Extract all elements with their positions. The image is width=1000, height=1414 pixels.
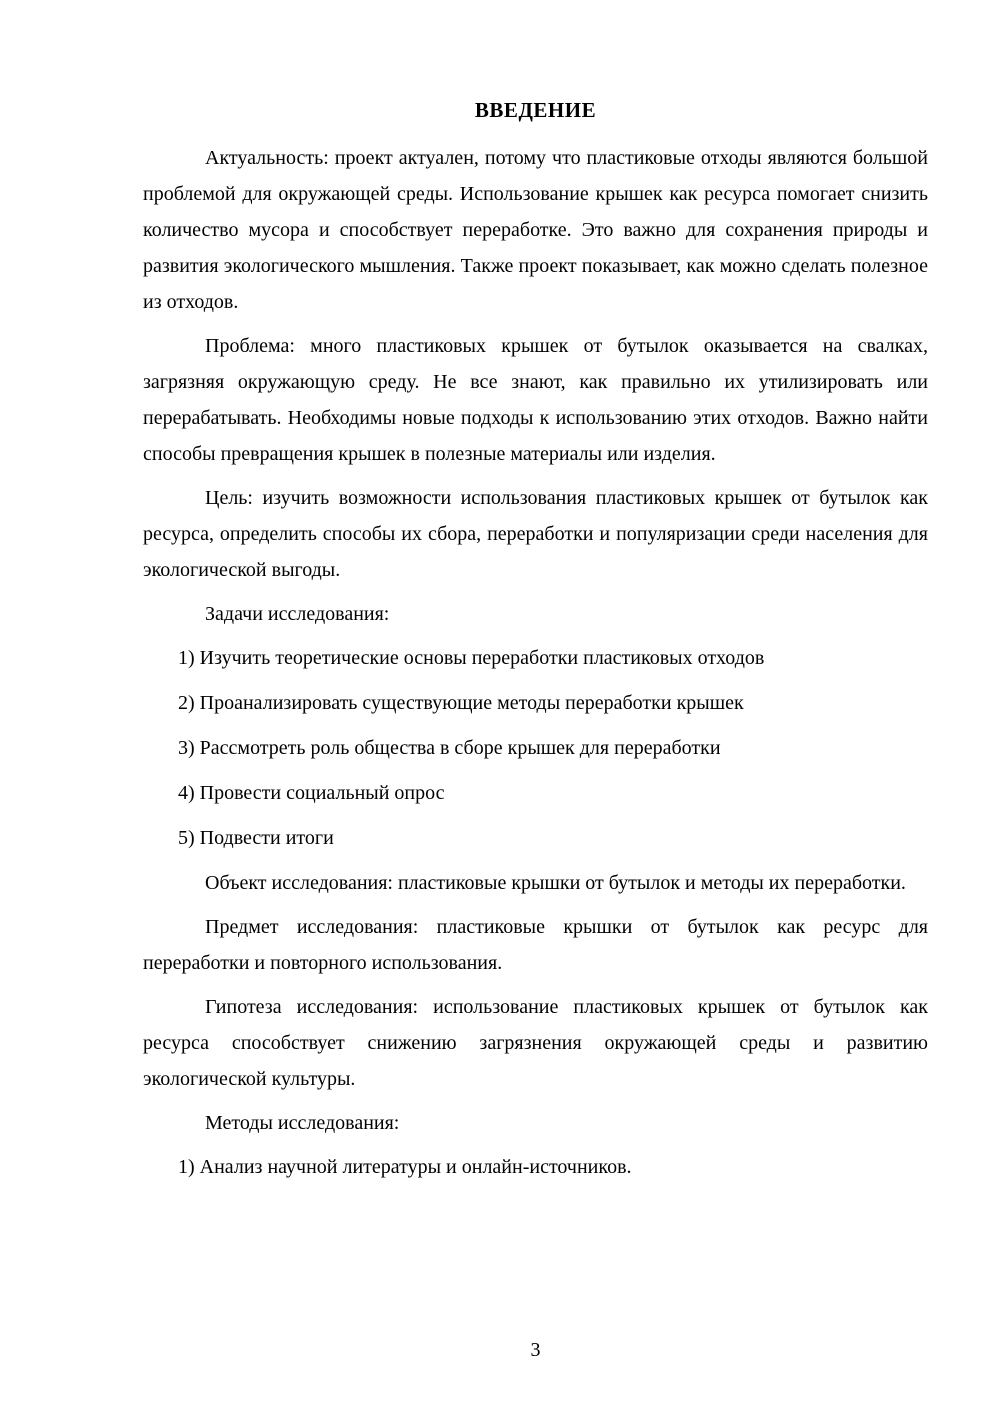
- task-list-item: 4) Провести социальный опрос: [178, 782, 445, 804]
- paragraph-tasks-heading: Задачи исследования:: [205, 603, 390, 625]
- page-number: 3: [530, 1339, 541, 1361]
- paragraph-object: Объект исследования: пластиковые крышки от бутылок и методы их переработки.: [205, 872, 906, 894]
- task-list-item: 5) Подвести итоги: [178, 827, 334, 849]
- page-title: ВВЕДЕНИЕ: [474, 98, 597, 122]
- task-list-item: 2) Проанализировать существующие методы переработки крышек: [178, 692, 744, 714]
- task-list-item: 1) Изучить теоретические основы переработки пластиковых отходов: [178, 647, 765, 669]
- method-list-item: 1) Анализ научной литературы и онлайн-источников.: [178, 1156, 632, 1178]
- paragraph-actuality: Актуальность: проект актуален, потому что пластиковые отходы являются большой проблемой для окружающей среды. Использование крышек как ресурса помогает снизить количество мусора и способствует переработке. Это важно для сохранения природы и развития экологического мышления. Также проект показывает, как можно сделать полезное из отходов.: [143, 147, 928, 313]
- paragraph-methods-heading: Методы исследования:: [205, 1112, 400, 1134]
- paragraph-goal: Цель: изучить возможности использования пластиковых крышек от бутылок как ресурса, определить способы их сбора, переработки и популяризации среди населения для экологической выгоды.: [143, 487, 928, 581]
- task-list-item: 3) Рассмотреть роль общества в сборе крышек для переработки: [178, 737, 721, 759]
- paragraph-problem: Проблема: много пластиковых крышек от бутылок оказывается на свалках, загрязняя окружающую среду. Не все знают, как правильно их утилизировать или перерабатывать. Необходимы новые подходы к использованию этих отходов. Важно найти способы превращения крышек в полезные материалы или изделия.: [143, 335, 928, 465]
- paragraph-subject: Предмет исследования: пластиковые крышки от бутылок как ресурс для переработки и повторного использования.: [143, 916, 928, 974]
- paragraph-hypothesis: Гипотеза исследования: использование пластиковых крышек от бутылок как ресурса способствует снижению загрязнения окружающей среды и развитию экологической культуры.: [143, 996, 928, 1090]
